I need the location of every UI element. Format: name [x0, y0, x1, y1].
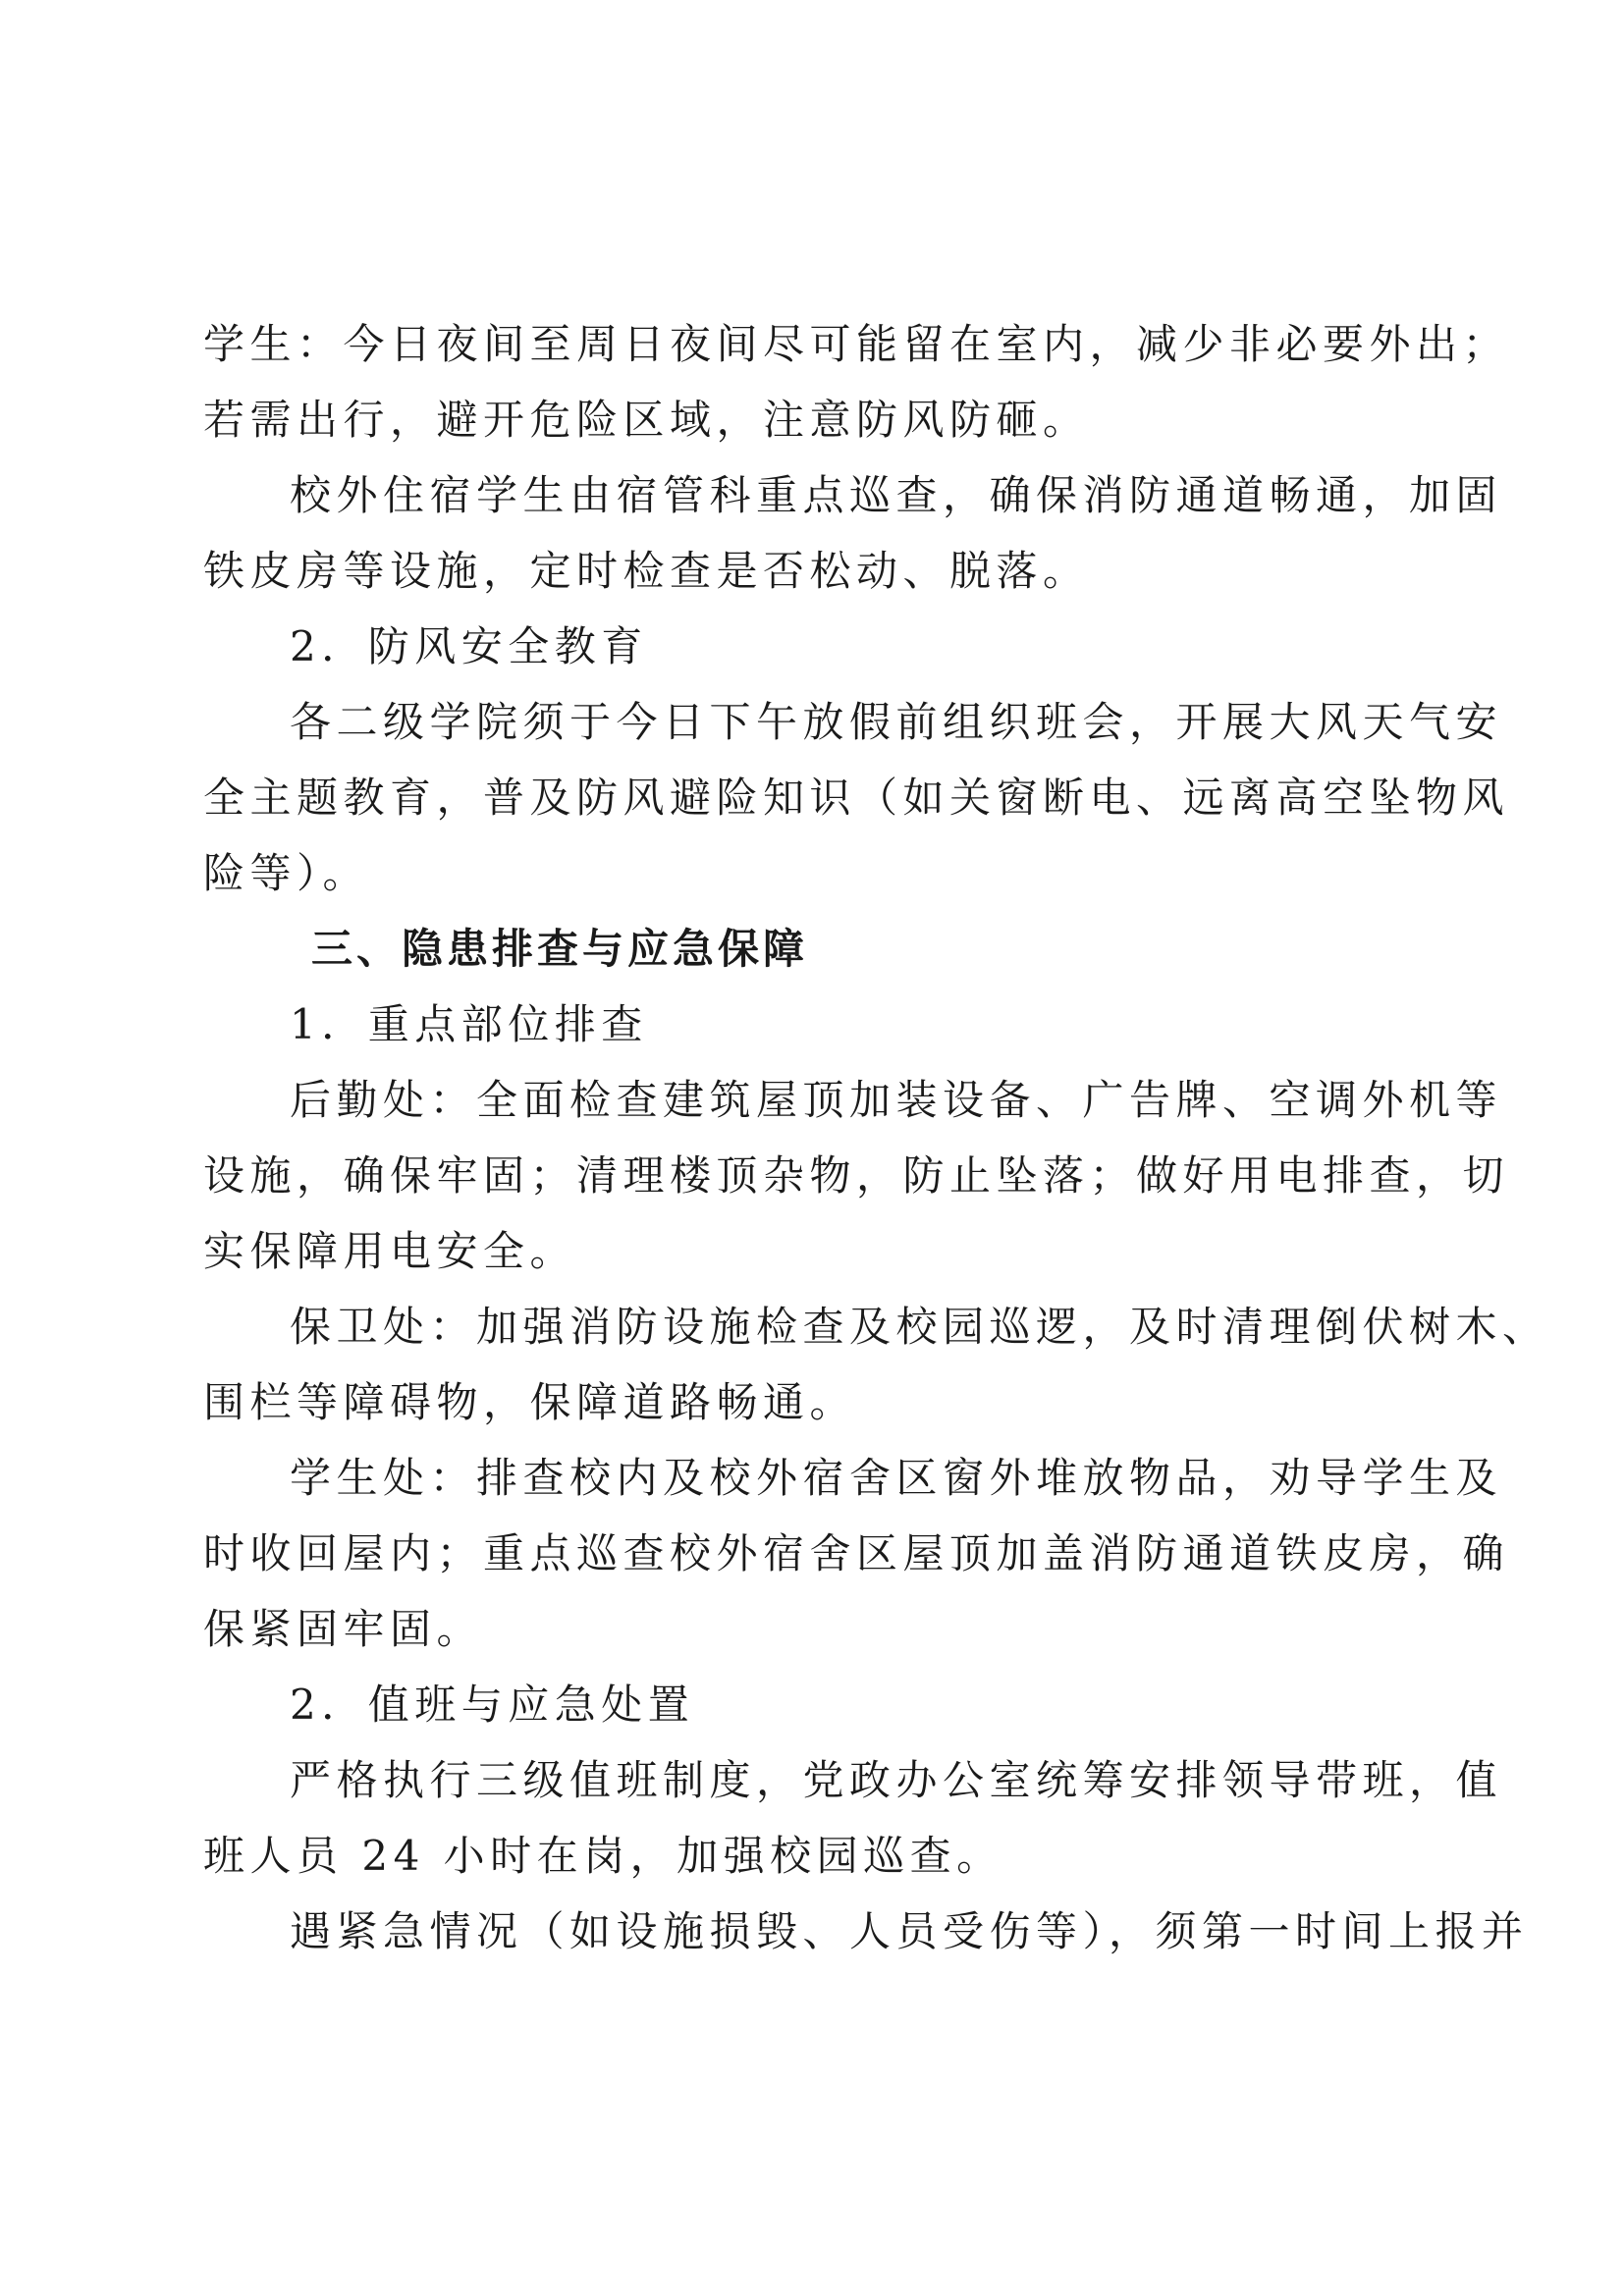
- subheading-line: 1．重点部位排查: [290, 1000, 648, 1048]
- paragraph-line: 校外住宿学生由宿管科重点巡查，确保消防通道畅通，加固: [290, 471, 1503, 519]
- paragraph-line: 遇紧急情况（如设施损毁、人员受伤等），须第一时间上报并: [290, 1907, 1529, 1955]
- paragraph-line: 险等）。: [203, 849, 370, 897]
- paragraph-line: 围栏等障碍物，保障道路畅通。: [203, 1378, 857, 1426]
- paragraph-line: 严格执行三级值班制度，党政办公室统筹安排领导带班，值: [290, 1756, 1503, 1804]
- document-body: [203, 306, 1549, 1969]
- paragraph-line: 若需出行，避开危险区域，注意防风防砸。: [203, 396, 1090, 444]
- section-heading: 三、隐患排查与应急保障: [311, 925, 809, 973]
- paragraph-line: 实保障用电安全。: [203, 1227, 577, 1275]
- paragraph-line: 保卫处：加强消防设施检查及校园巡逻，及时清理倒伏树木、: [290, 1303, 1549, 1351]
- paragraph-line: 时收回屋内；重点巡查校外宿舍区屋顶加盖消防通道铁皮房，确: [203, 1529, 1510, 1577]
- subheading-line: 2．防风安全教育: [290, 622, 648, 670]
- paragraph-line: 后勤处：全面检查建筑屋顶加装设备、广告牌、空调外机等: [290, 1076, 1503, 1124]
- paragraph-line: 全主题教育，普及防风避险知识（如关窗断电、远离高空坠物风: [203, 774, 1510, 822]
- paragraph-line: 保紧固牢固。: [203, 1605, 484, 1653]
- subheading-line: 2．值班与应急处置: [290, 1681, 695, 1729]
- paragraph-line: 学生处：排查校内及校外宿舍区窗外堆放物品，劝导学生及: [290, 1454, 1503, 1502]
- paragraph-line: 各二级学院须于今日下午放假前组织班会，开展大风天气安: [290, 698, 1503, 746]
- paragraph-line: 铁皮房等设施，定时检查是否松动、脱落。: [203, 547, 1090, 595]
- paragraph-line: 设施，确保牢固；清理楼顶杂物，防止坠落；做好用电排查，切: [203, 1151, 1510, 1200]
- paragraph-line: 班人员 24 小时在岗，加强校园巡查。: [203, 1832, 1003, 1880]
- paragraph-line: 学生：今日夜间至周日夜间尽可能留在室内，减少非必要外出；: [203, 320, 1510, 368]
